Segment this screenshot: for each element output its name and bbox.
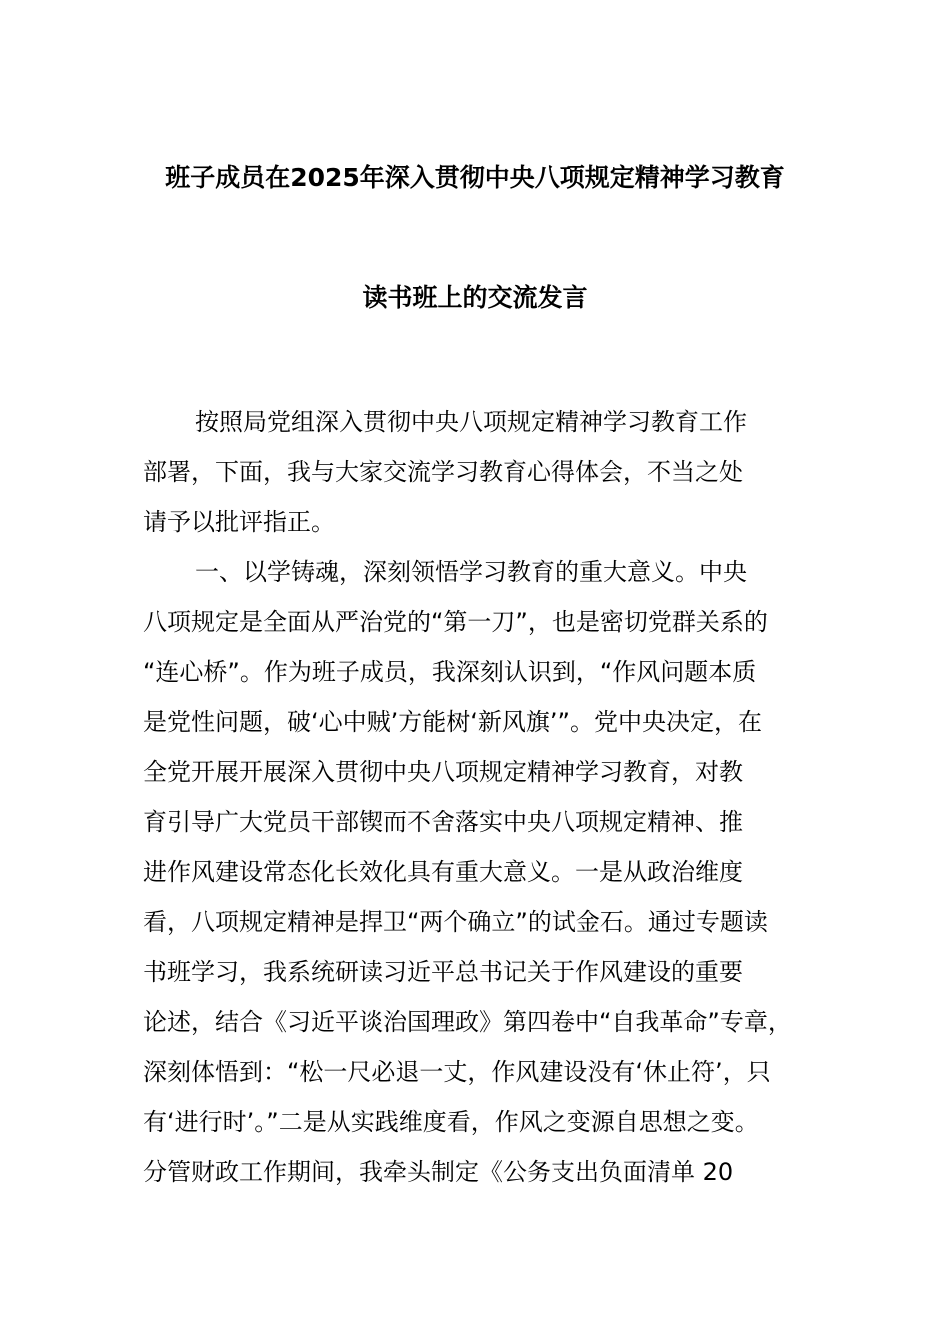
paragraph-line: “连心桥”。作为班子成员，我深刻认识到，“作风问题本质 [143,658,757,686]
paragraph-line: 八项规定是全面从严治党的“第一刀”，也是密切党群关系的 [143,608,768,636]
paragraph-line: 有‘进行时’。”二是从实践维度看，作风之变源自思想之变。 [143,1108,759,1136]
paragraph-line: 全党开展开展深入贯彻中央八项规定精神学习教育，对教 [143,758,743,786]
document-title-line-1: 班子成员在2025年深入贯彻中央八项规定精神学习教育 [165,163,785,192]
paragraph-line: 育引导广大党员干部锲而不舍落实中央八项规定精神、推 [143,808,743,836]
paragraph-line: 进作风建设常态化长效化具有重大意义。一是从政治维度 [143,858,743,886]
document-body [143,404,843,1204]
paragraph-line: 深刻体悟到：“松一尺必退一丈，作风建设没有‘休止符’，只 [143,1058,771,1086]
paragraph-line: 论述，结合《习近平谈治国理政》第四卷中“自我革命”专章， [143,1008,792,1036]
paragraph-line: 是党性问题，破‘心中贼’方能树‘新风旗’”。党中央决定，在 [143,708,762,736]
paragraph-line: 按照局党组深入贯彻中央八项规定精神学习教育工作 [195,408,747,436]
document-title-line-2: 读书班上的交流发言 [362,283,588,312]
paragraph-line: 一、以学铸魂，深刻领悟学习教育的重大意义。中央 [195,558,747,586]
paragraph-line: 请予以批评指正。 [143,508,335,536]
paragraph-line: 看，八项规定精神是捍卫“两个确立”的试金石。通过专题读 [143,908,768,936]
paragraph-line: 部署，下面，我与大家交流学习教育心得体会，不当之处 [143,458,743,486]
paragraph-line: 书班学习，我系统研读习近平总书记关于作风建设的重要 [143,958,743,986]
paragraph-line: 分管财政工作期间，我牵头制定《公务支出负面清单 20 [143,1158,734,1186]
